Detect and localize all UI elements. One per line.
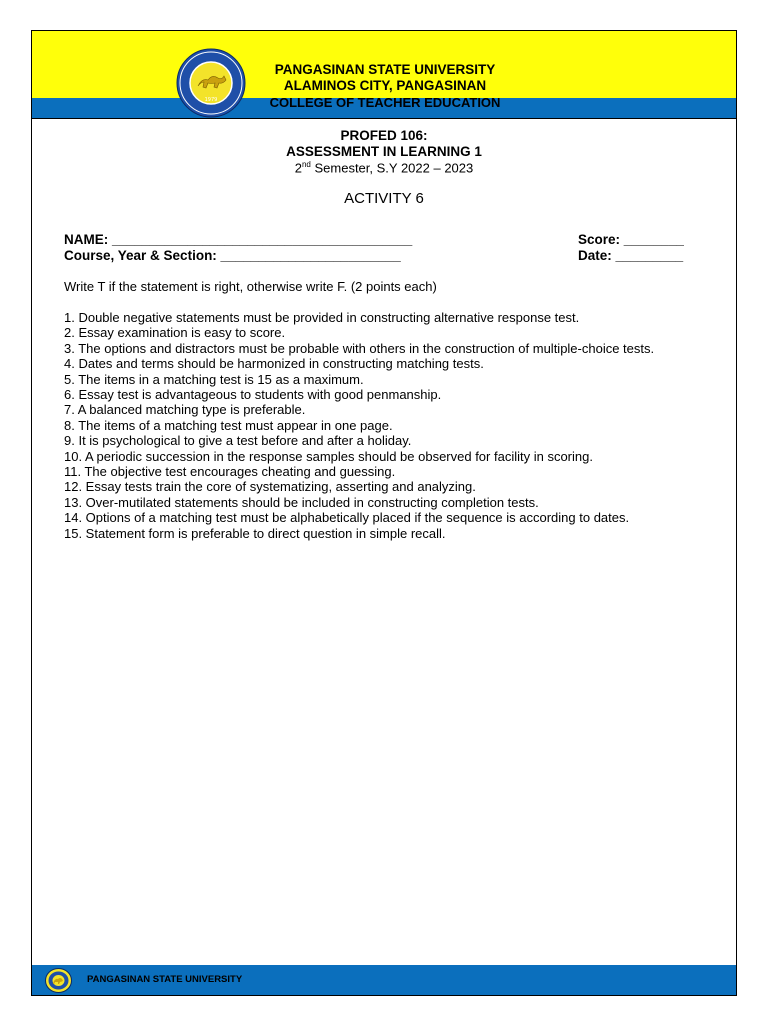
footer-university-name: PANGASINAN STATE UNIVERSITY [87, 974, 243, 985]
course-code: PROFED 106: [340, 128, 428, 143]
footer-seal-logo [45, 968, 72, 993]
list-item: 15. Statement form is preferable to direct question in simple recall. [64, 525, 446, 541]
college-name: COLLEGE OF TEACHER EDUCATION [269, 95, 501, 110]
date-field[interactable]: Date: _________ [578, 248, 684, 263]
list-item: 5. The items in a matching test is 15 as a maximum. [64, 371, 364, 387]
statement-list [64, 310, 654, 541]
university-name: PANGASINAN STATE UNIVERSITY [274, 62, 496, 77]
document-page [31, 30, 737, 996]
footer-band [32, 965, 736, 995]
semester-line [32, 160, 736, 175]
list-item: 1. Double negative statements must be provided in constructing alternative response test. [64, 310, 580, 325]
activity-title: ACTIVITY 6 [344, 190, 424, 207]
list-item: 12. Essay tests train the core of systematizing, asserting and analyzing. [64, 479, 476, 495]
semester-number: 2 [294, 160, 302, 176]
list-item: 13. Over-mutilated statements should be included in constructing completion tests. [64, 494, 539, 510]
list-item: 4. Dates and terms should be harmonized in constructing matching tests. [64, 356, 484, 372]
name-field[interactable]: NAME: ________________________________________ [64, 232, 413, 247]
list-item: 6. Essay test is advantageous to students with good penmanship. [64, 387, 442, 403]
list-item: 11. The objective test encourages cheating and guessing. [64, 464, 396, 480]
list-item: 8. The items of a matching test must appear in one page. [64, 417, 393, 433]
course-year-section-field[interactable]: Course, Year & Section: ________________________ [64, 248, 401, 263]
score-field[interactable]: Score: ________ [578, 232, 684, 247]
list-item: 3. The options and distractors must be probable with others in the construction of multiple-choice tests. [64, 340, 655, 356]
university-city: ALAMINOS CITY, PANGASINAN [283, 78, 487, 93]
list-item: 9. It is psychological to give a test before and after a holiday. [64, 433, 412, 449]
semester-text: Semester, S.Y 2022 – 2023 [310, 160, 474, 176]
instructions: Write T if the statement is right, otherwise write F. (2 points each) [64, 279, 437, 294]
list-item: 10. A periodic succession in the response samples should be observed for facility in scoring. [64, 448, 593, 464]
list-item: 2. Essay examination is easy to score. [64, 325, 286, 341]
seal-year: 1979 [204, 97, 218, 103]
semester-suffix: nd [301, 160, 311, 169]
list-item: 14. Options of a matching test must be alphabetically placed if the sequence is according to dates. [64, 510, 630, 526]
list-item: 7. A balanced matching type is preferable. [64, 402, 306, 418]
course-title: ASSESSMENT IN LEARNING 1 [286, 144, 482, 159]
